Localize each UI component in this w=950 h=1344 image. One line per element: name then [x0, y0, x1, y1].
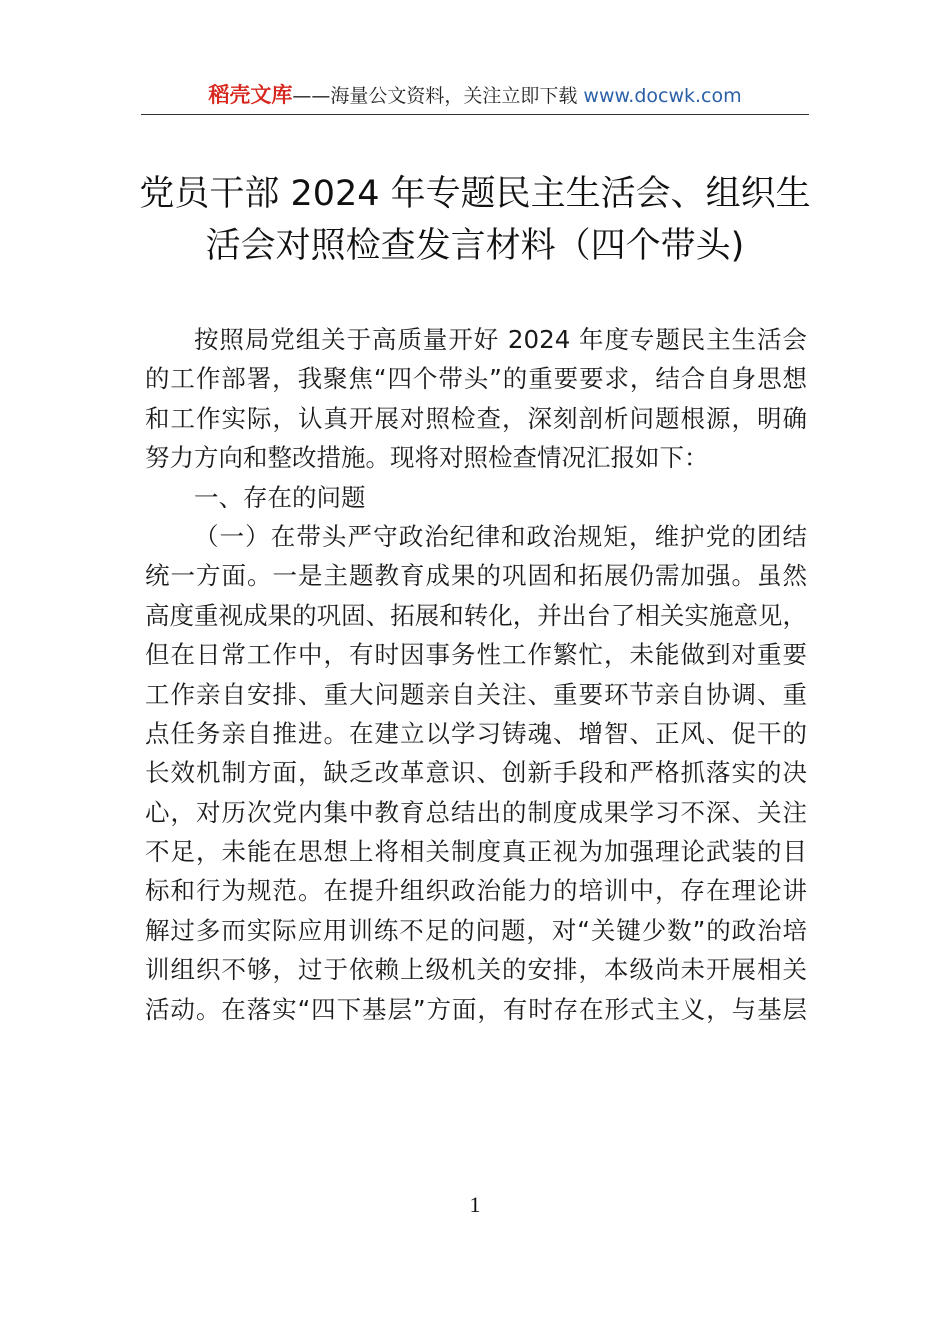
site-url-link[interactable]: www.docwk.com — [583, 85, 742, 107]
paragraph-line: 活动。在落实“四下基层”方面，有时存在形式主义，与基层 — [145, 994, 807, 1024]
paragraph-line: 标和行为规范。在提升组织政治能力的培训中，存在理论讲 — [145, 876, 807, 906]
paragraph-line: 不足，未能在思想上将相关制度真正视为加强理论武装的目 — [145, 837, 807, 867]
paragraph-line: 但在日常工作中，有时因事务性工作繁忙，未能做到对重要 — [145, 640, 807, 670]
paragraph-line: 按照局党组关于高质量开好 2024 年度专题民主生活会 — [194, 325, 807, 354]
paragraph-line: 工作亲自安排、重大问题亲自关注、重要环节亲自协调、重 — [145, 679, 807, 709]
document-body — [145, 320, 807, 1029]
paragraph-line: 的工作部署，我聚焦“四个带头”的重要要求，结合自身思想 — [145, 364, 807, 394]
brand-name: 稻壳文库 — [208, 83, 293, 107]
header-divider — [141, 114, 809, 115]
paragraph-line: 长效机制方面，缺乏改革意识、创新手段和严格抓落实的决 — [145, 758, 807, 788]
site-banner — [0, 80, 950, 111]
paragraph-line: 统一方面。一是主题教育成果的巩固和拓展仍需加强。虽然 — [145, 561, 807, 591]
paragraph-line: 和工作实际，认真开展对照检查，深刻剖析问题根源，明确 — [145, 403, 807, 433]
paragraph-line: 高度重视成果的巩固、拓展和转化，并出台了相关实施意见， — [145, 600, 807, 630]
paragraph-line: （一）在带头严守政治纪律和政治规矩，维护党的团结 — [194, 521, 807, 551]
paragraph-line: 点任务亲自推进。在建立以学习铸魂、增智、正风、促干的 — [145, 718, 807, 748]
banner-tagline: ——海量公文资料，关注立即下载 — [292, 85, 584, 107]
paragraph-line: 训组织不够，过于依赖上级机关的安排，本级尚未开展相关 — [145, 955, 807, 985]
title-line: 活会对照检查发言材料（四个带头) — [205, 226, 745, 266]
document-title — [120, 168, 830, 272]
paragraph-line: 努力方向和整改措施。现将对照检查情况汇报如下： — [145, 443, 709, 473]
section-heading: 一、存在的问题 — [194, 482, 366, 512]
title-line: 党员干部 2024 年专题民主生活会、组织生 — [139, 174, 811, 214]
paragraph-line: 心，对历次党内集中教育总结出的制度成果学习不深、关注 — [145, 797, 807, 827]
page-number: 1 — [469, 1192, 481, 1217]
paragraph-line: 解过多而实际应用训练不足的问题，对“关键少数”的政治培 — [145, 915, 807, 945]
